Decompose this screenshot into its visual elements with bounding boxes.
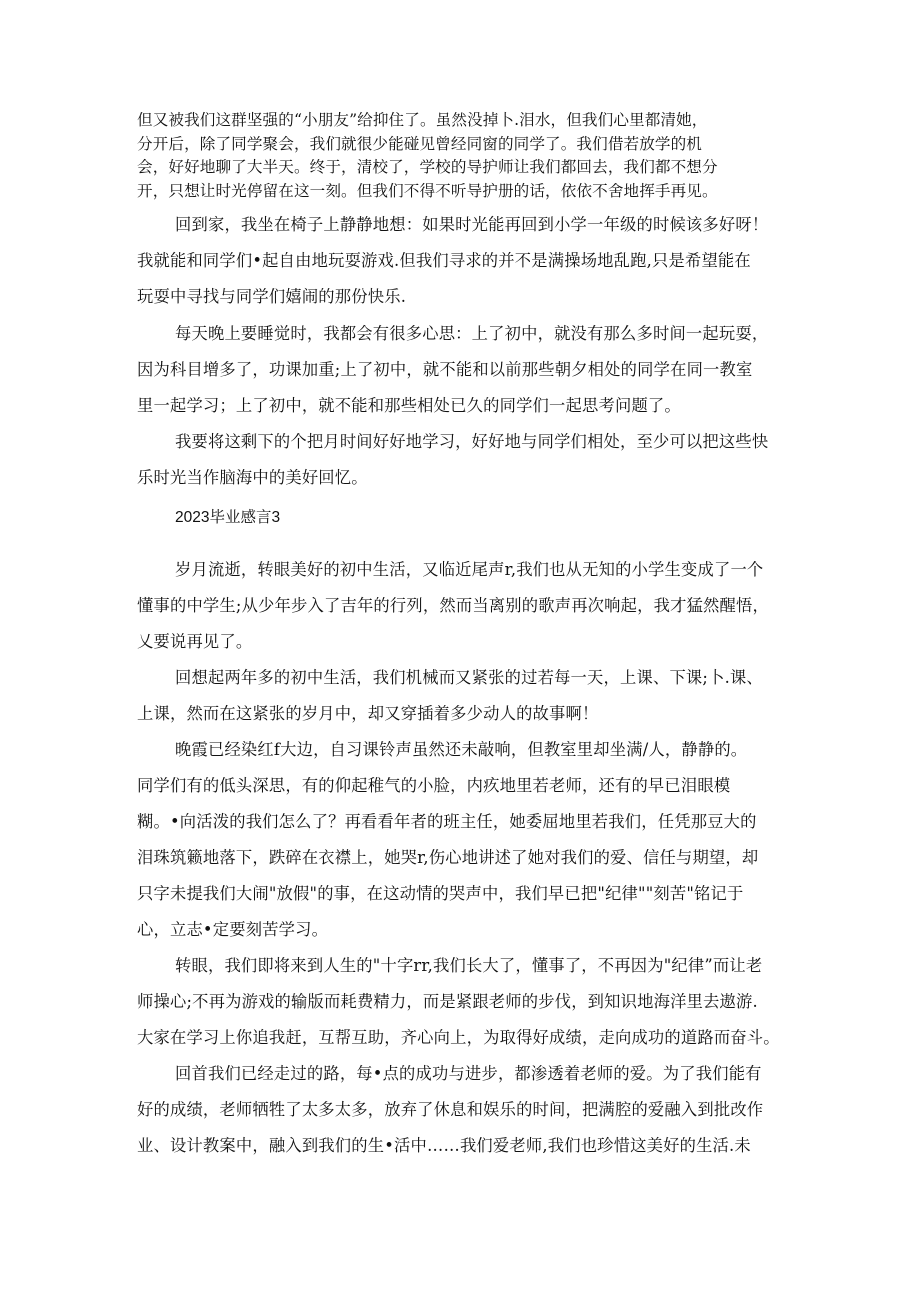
text-line: 分开后，除了同学聚会，我们就很少能碰见曾经同窗的同学了。我们借若放学的机 (137, 135, 702, 153)
text-line: 乐时光当作脑海中的美好回忆。 (137, 468, 368, 487)
text-line: 大家在学习上你追我赶，互帮互助，齐心向上，为取得好成绩，走向成功的道路而奋斗。 (137, 1028, 780, 1047)
paragraph-first-line: 回想起两年多的初中生活，我们机械而又紧张的过若每一天，上课、下课;卜.课、 (175, 668, 763, 687)
text-line: 但又被我们这群坚强的“小朋友”给抑住了。虽然没掉卜.泪水，但我们心里都清她， (137, 111, 708, 129)
text-line: 只字未提我们大闹"放假"的事，在这动情的哭声中，我们早已把"纪律""刻苦"铭记于 (137, 884, 744, 903)
paragraph-first-line: 每天晚上要睡觉时，我都会有很多心思：上了初中，就没有那么多时间一起玩耍， (175, 324, 769, 343)
text-line: 因为科目增多了，功课加重;上了初中，就不能和以前那些朝夕相处的同学在同一教室 (137, 360, 753, 379)
paragraph-first-line: 转眼，我们即将来到人生的"十字rr,我们长大了，懂事了，不再因为"纪律”而让老 (175, 956, 763, 975)
text-line: 泪珠筑籁地落下，跌碎在衣襟上，她哭r,伤心地讲述了她对我们的爱、信任与期望，却 (137, 848, 759, 867)
paragraph-first-line: 晚霞已经染红f大边，自习课铃声虽然还未敲响，但教室里却坐满/人，静静的。 (175, 740, 748, 759)
text-line: 糊。•向活泼的我们怎么了？再看看年者的班主任，她委屈地里若我们，任凭那豆大的 (137, 812, 757, 831)
paragraph-first-line: 岁月流逝，转眼美好的初中生活，又临近尾声r,我们也从无知的小学生变成了一个 (175, 560, 764, 579)
paragraph-first-line: 我要将这剩下的个把月时间好好地学习，好好地与同学们相处，至少可以把这些快 (175, 432, 769, 451)
text-line: 业、设计教案中，融入到我们的生•活中……我们爱老师,我们也珍惜这美好的生活.未 (137, 1136, 751, 1155)
section-heading: 2023毕业感言3 (175, 509, 281, 526)
paragraph-first-line: 回首我们已经走过的路，每•点的成功与进步，都渗透着老师的爱。为了我们能有 (175, 1064, 762, 1083)
text-line: 心，立志•定要刻苦学习。 (137, 920, 329, 939)
text-line: 同学们有的低头深思，有的仰起稚气的小脸，内疚地里若老师，还有的早已泪眼模 (137, 776, 731, 795)
text-line: 玩耍中寻找与同学们嬉闹的那份快乐. (137, 287, 407, 306)
text-line: 好的成绩，老师牺牲了太多太多，放弃了休息和娱乐的时间，把满腔的爱融入到批改作 (137, 1100, 764, 1119)
text-line: 里一起学习；上了初中，就不能和那些相处已久的同学们一起思考问题了。 (137, 396, 681, 415)
text-line: 开，只想让时光停留在这一刻。但我们不得不听导护册的话，依依不舍地挥手再见。 (137, 182, 718, 200)
text-line: 上课，然而在这紧张的岁月中，却又穿插着多少动人的故事啊！ (137, 704, 599, 723)
paragraph-first-line: 回到家，我坐在椅子上静静地想：如果时光能再回到小学一年级的时候该多好呀！ (175, 215, 769, 234)
text-line: 懂事的中学生;从少年步入了吉年的行列，然而当离别的歌声再次响起，我才猛然醒悟， (137, 596, 769, 615)
text-line: 师操心;不再为游戏的输版而耗费精力，而是紧跟老师的步伐，到知识地海洋里去遨游. (137, 992, 758, 1011)
text-line: 会，好好地聊了大半天。终于，清校了，学校的导护师让我们都回去，我们都不想分 (137, 158, 718, 176)
text-line: 我就能和同学们•起自由地玩耍游戏.但我们寻求的并不是满操场地乱跑,只是希望能在 (137, 251, 751, 270)
text-line: 乂要说再见了。 (137, 632, 253, 651)
